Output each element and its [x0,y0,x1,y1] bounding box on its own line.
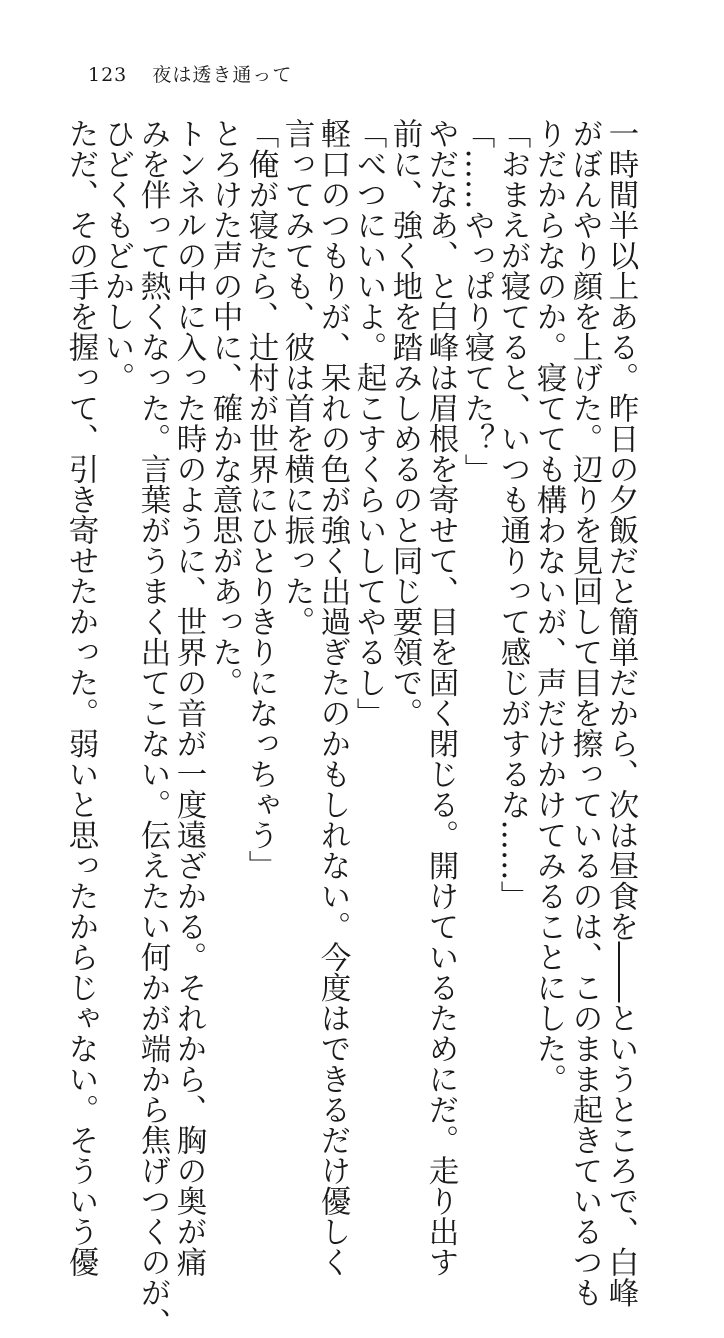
text-line: とろけた声の中に、確かな意思があった。 [207,118,242,698]
text-line: トンネルの中に入った時のように、世界の音が一度遠ざかる。それから、胸の奥が痛 [171,118,206,1277]
text-line: がぼんやり顔を上げた。辺りを見回して目を擦っているのは、このまま起きているつも [567,118,602,1308]
body-text [62,118,638,1338]
text-line: 「おまえが寝てると、いつも通りって感じがするな……」 [495,118,530,911]
text-line: 「……やっぱり寝てた？」 [459,118,494,484]
chapter-title: 夜は透き通って [152,64,293,86]
text-line: 「べつにいいよ。起こすくらいしてやるし」 [351,118,386,728]
text-line: 軽口のつもりが、呆れの色が強く出過ぎたのかもしれない。今度はできるだけ優しく [315,118,350,1277]
text-line: 「俺が寝たら、辻村が世界にひとりきりになっちゃう」 [243,118,278,881]
running-header [88,60,292,87]
text-line: りだからなのか。寝てても構わないが、声だけかけてみることにした。 [531,118,566,1094]
page-number: 123 [88,64,128,86]
text-line: ひどくもどかしい。 [99,118,134,393]
text-line: ただ、その手を握って、引き寄せたかった。弱いと思ったからじゃない。そういう優 [63,118,98,1277]
text-line: 前に、強く地を踏みしめるのと同じ要領で。 [387,118,422,728]
text-line: 言ってみても、彼は首を横に振った。 [279,118,314,637]
text-line: みを伴って熱くなった。言葉がうまく出てこない。伝えたい何かが端から焦げつくのが、 [135,118,170,1338]
text-line: やだなあ、と白峰は眉根を寄せて、目を固く閉じる。開けているためにだ。走り出す [423,118,458,1277]
text-line: 一時間半以上ある。昨日の夕飯だと簡単だから、次は昼食を――というところで、白峰 [603,118,638,1308]
